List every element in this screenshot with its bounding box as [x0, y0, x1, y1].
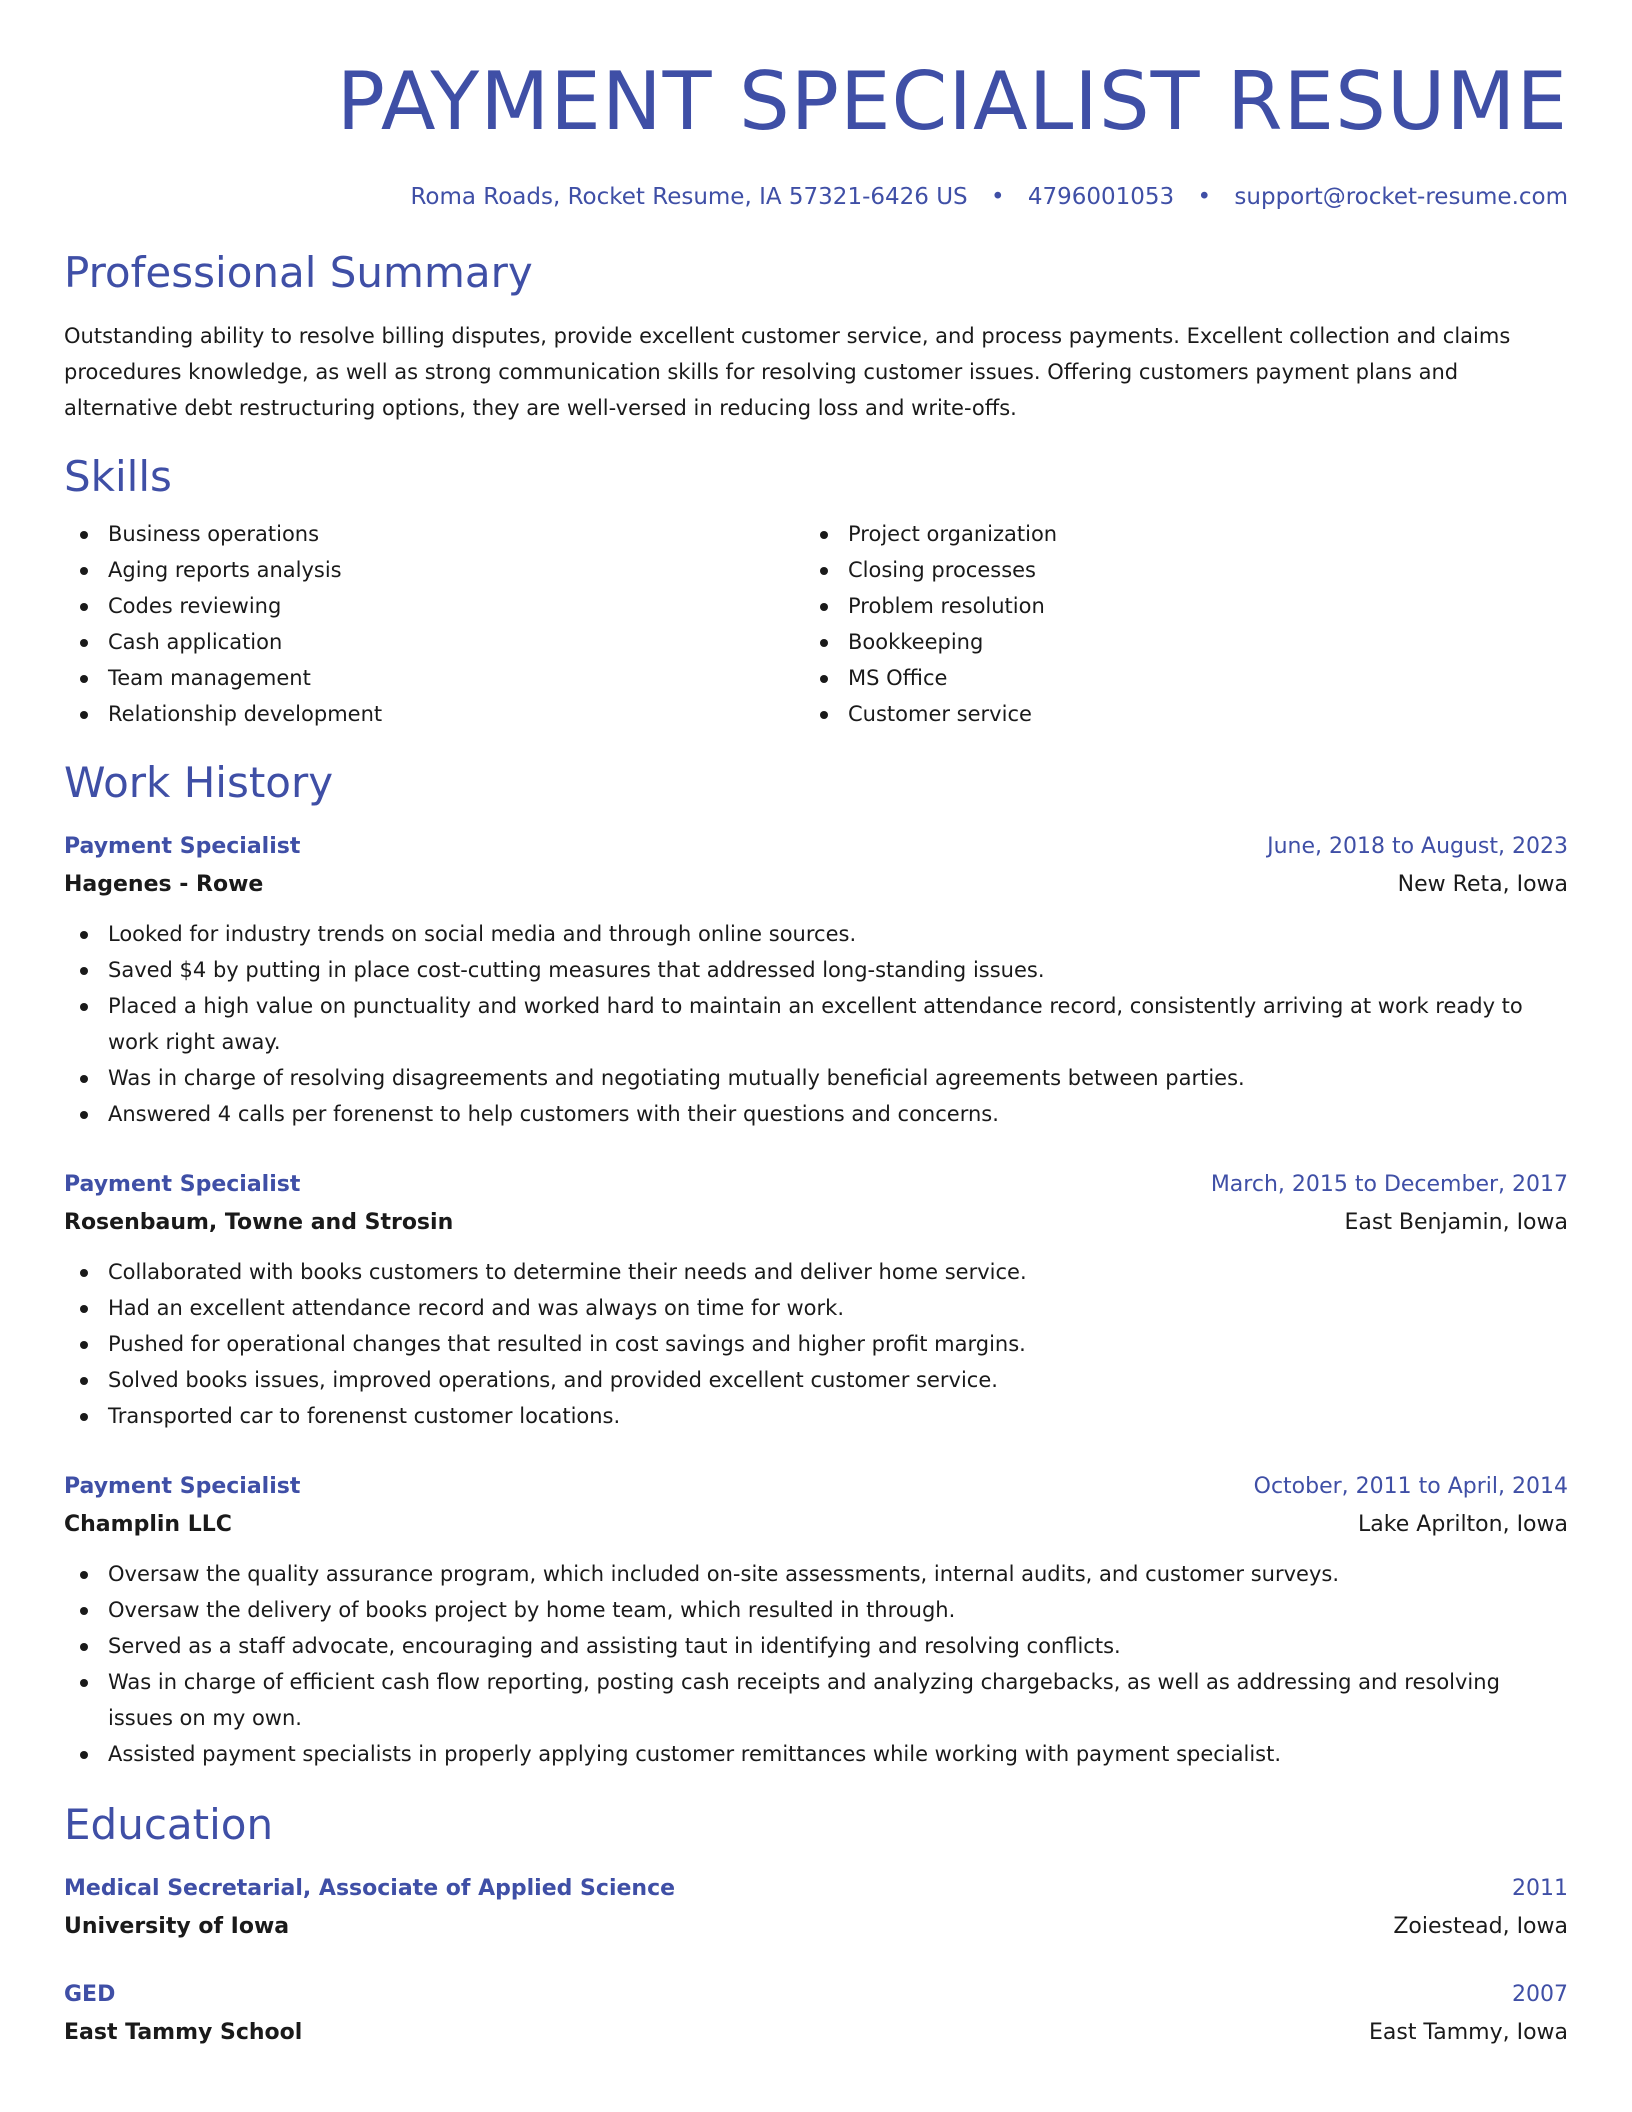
- work-history-heading: Work History: [64, 758, 334, 807]
- skills-column-right: [804, 516, 1544, 732]
- skills-heading: Skills: [64, 452, 172, 501]
- duty-item: Saved $4 by putting in place cost-cutting measures that addressed long-standing issues.: [64, 952, 1568, 988]
- skill-item: Team management: [64, 660, 804, 696]
- job-company: Hagenes - Rowe: [64, 872, 264, 897]
- duty-item: Oversaw the quality assurance program, which included on-site assessments, internal audits, and customer surveys.: [64, 1556, 1568, 1592]
- education-school: East Tammy School: [64, 2020, 303, 2045]
- duty-item: Pushed for operational changes that resulted in cost savings and higher profit margins.: [64, 1326, 1568, 1362]
- skills-list: [64, 516, 1568, 732]
- skill-item: Customer service: [804, 696, 1544, 732]
- job-location: Lake Aprilton, Iowa: [1358, 1512, 1568, 1537]
- job-entry: [64, 828, 1568, 1132]
- job-duties: [64, 1254, 1568, 1434]
- resume-header: [64, 0, 1568, 212]
- education-entry: [64, 1870, 1568, 1946]
- contact-separator: •: [990, 184, 1005, 210]
- job-dates: June, 2018 to August, 2023: [1267, 834, 1568, 859]
- skill-item: MS Office: [804, 660, 1544, 696]
- contact-phone: 4796001053: [1027, 184, 1175, 210]
- job-entry: [64, 1166, 1568, 1434]
- contact-email: support@rocket-resume.com: [1234, 184, 1568, 210]
- duty-item: Had an excellent attendance record and was always on time for work.: [64, 1290, 1568, 1326]
- job-role: Payment Specialist: [64, 1474, 301, 1499]
- education-degree: GED: [64, 1982, 116, 2007]
- duty-item: Assisted payment specialists in properly applying customer remittances while working with payment specialist.: [64, 1736, 1568, 1772]
- job-dates: March, 2015 to December, 2017: [1210, 1172, 1568, 1197]
- job-role: Payment Specialist: [64, 1172, 301, 1197]
- duty-item: Transported car to forenenst customer locations.: [64, 1398, 1568, 1434]
- duty-item: Answered 4 calls per forenenst to help customers with their questions and concerns.: [64, 1096, 1568, 1132]
- duty-item: Solved books issues, improved operations, and provided excellent customer service.: [64, 1362, 1568, 1398]
- skill-item: Project organization: [804, 516, 1544, 552]
- education-school: University of Iowa: [64, 1914, 290, 1939]
- duty-item: Was in charge of resolving disagreements and negotiating mutually beneficial agreements between parties.: [64, 1060, 1568, 1096]
- contact-line: [64, 182, 1568, 212]
- contact-address: Roma Roads, Rocket Resume, IA 57321-6426 US: [410, 184, 968, 210]
- job-role: Payment Specialist: [64, 834, 301, 859]
- skill-item: Business operations: [64, 516, 804, 552]
- education-entry: [64, 1976, 1568, 2052]
- skill-item: Problem resolution: [804, 588, 1544, 624]
- job-duties: [64, 916, 1568, 1132]
- skill-item: Codes reviewing: [64, 588, 804, 624]
- job-location: New Reta, Iowa: [1397, 872, 1568, 897]
- summary-text: Outstanding ability to resolve billing disputes, provide excellent customer service, and process payments. Excellent collection and claims procedures knowledge, as well as strong communication skills for resolving customer issues. Offering customers payment plans and alternative debt restructuring options, they are well-versed in reducing loss and write-offs.: [64, 324, 1511, 420]
- education-year: 2007: [1512, 1982, 1568, 2007]
- job-company: Rosenbaum, Towne and Strosin: [64, 1210, 454, 1235]
- skill-item: Cash application: [64, 624, 804, 660]
- duty-item: Collaborated with books customers to determine their needs and deliver home service.: [64, 1254, 1568, 1290]
- duty-item: Was in charge of efficient cash flow reporting, posting cash receipts and analyzing chargebacks, as well as addressing and resolving issues on my own.: [64, 1664, 1568, 1736]
- job-dates: October, 2011 to April, 2014: [1253, 1474, 1568, 1499]
- job-entry: [64, 1468, 1568, 1772]
- education-degree: Medical Secretarial, Associate of Applied Science: [64, 1876, 676, 1901]
- education-location: Zoiestead, Iowa: [1393, 1914, 1568, 1939]
- skills-column-left: [64, 516, 804, 732]
- education-location: East Tammy, Iowa: [1368, 2020, 1568, 2045]
- duty-item: Looked for industry trends on social media and through online sources.: [64, 916, 1568, 952]
- job-company: Champlin LLC: [64, 1512, 232, 1537]
- duty-item: Oversaw the delivery of books project by home team, which resulted in through.: [64, 1592, 1568, 1628]
- skill-item: Closing processes: [804, 552, 1544, 588]
- duty-item: Served as a staff advocate, encouraging and assisting taut in identifying and resolving conflicts.: [64, 1628, 1568, 1664]
- resume-title: PAYMENT SPECIALIST RESUME: [336, 55, 1568, 148]
- duty-item: Placed a high value on punctuality and worked hard to maintain an excellent attendance record, consistently arriving at work ready to work right away.: [64, 988, 1568, 1060]
- skill-item: Aging reports analysis: [64, 552, 804, 588]
- job-location: East Benjamin, Iowa: [1344, 1210, 1568, 1235]
- summary-heading: Professional Summary: [64, 248, 533, 297]
- education-heading: Education: [64, 1800, 274, 1849]
- education-year: 2011: [1512, 1876, 1568, 1901]
- skill-item: Bookkeeping: [804, 624, 1544, 660]
- job-duties: [64, 1556, 1568, 1772]
- skill-item: Relationship development: [64, 696, 804, 732]
- contact-separator: •: [1197, 184, 1212, 210]
